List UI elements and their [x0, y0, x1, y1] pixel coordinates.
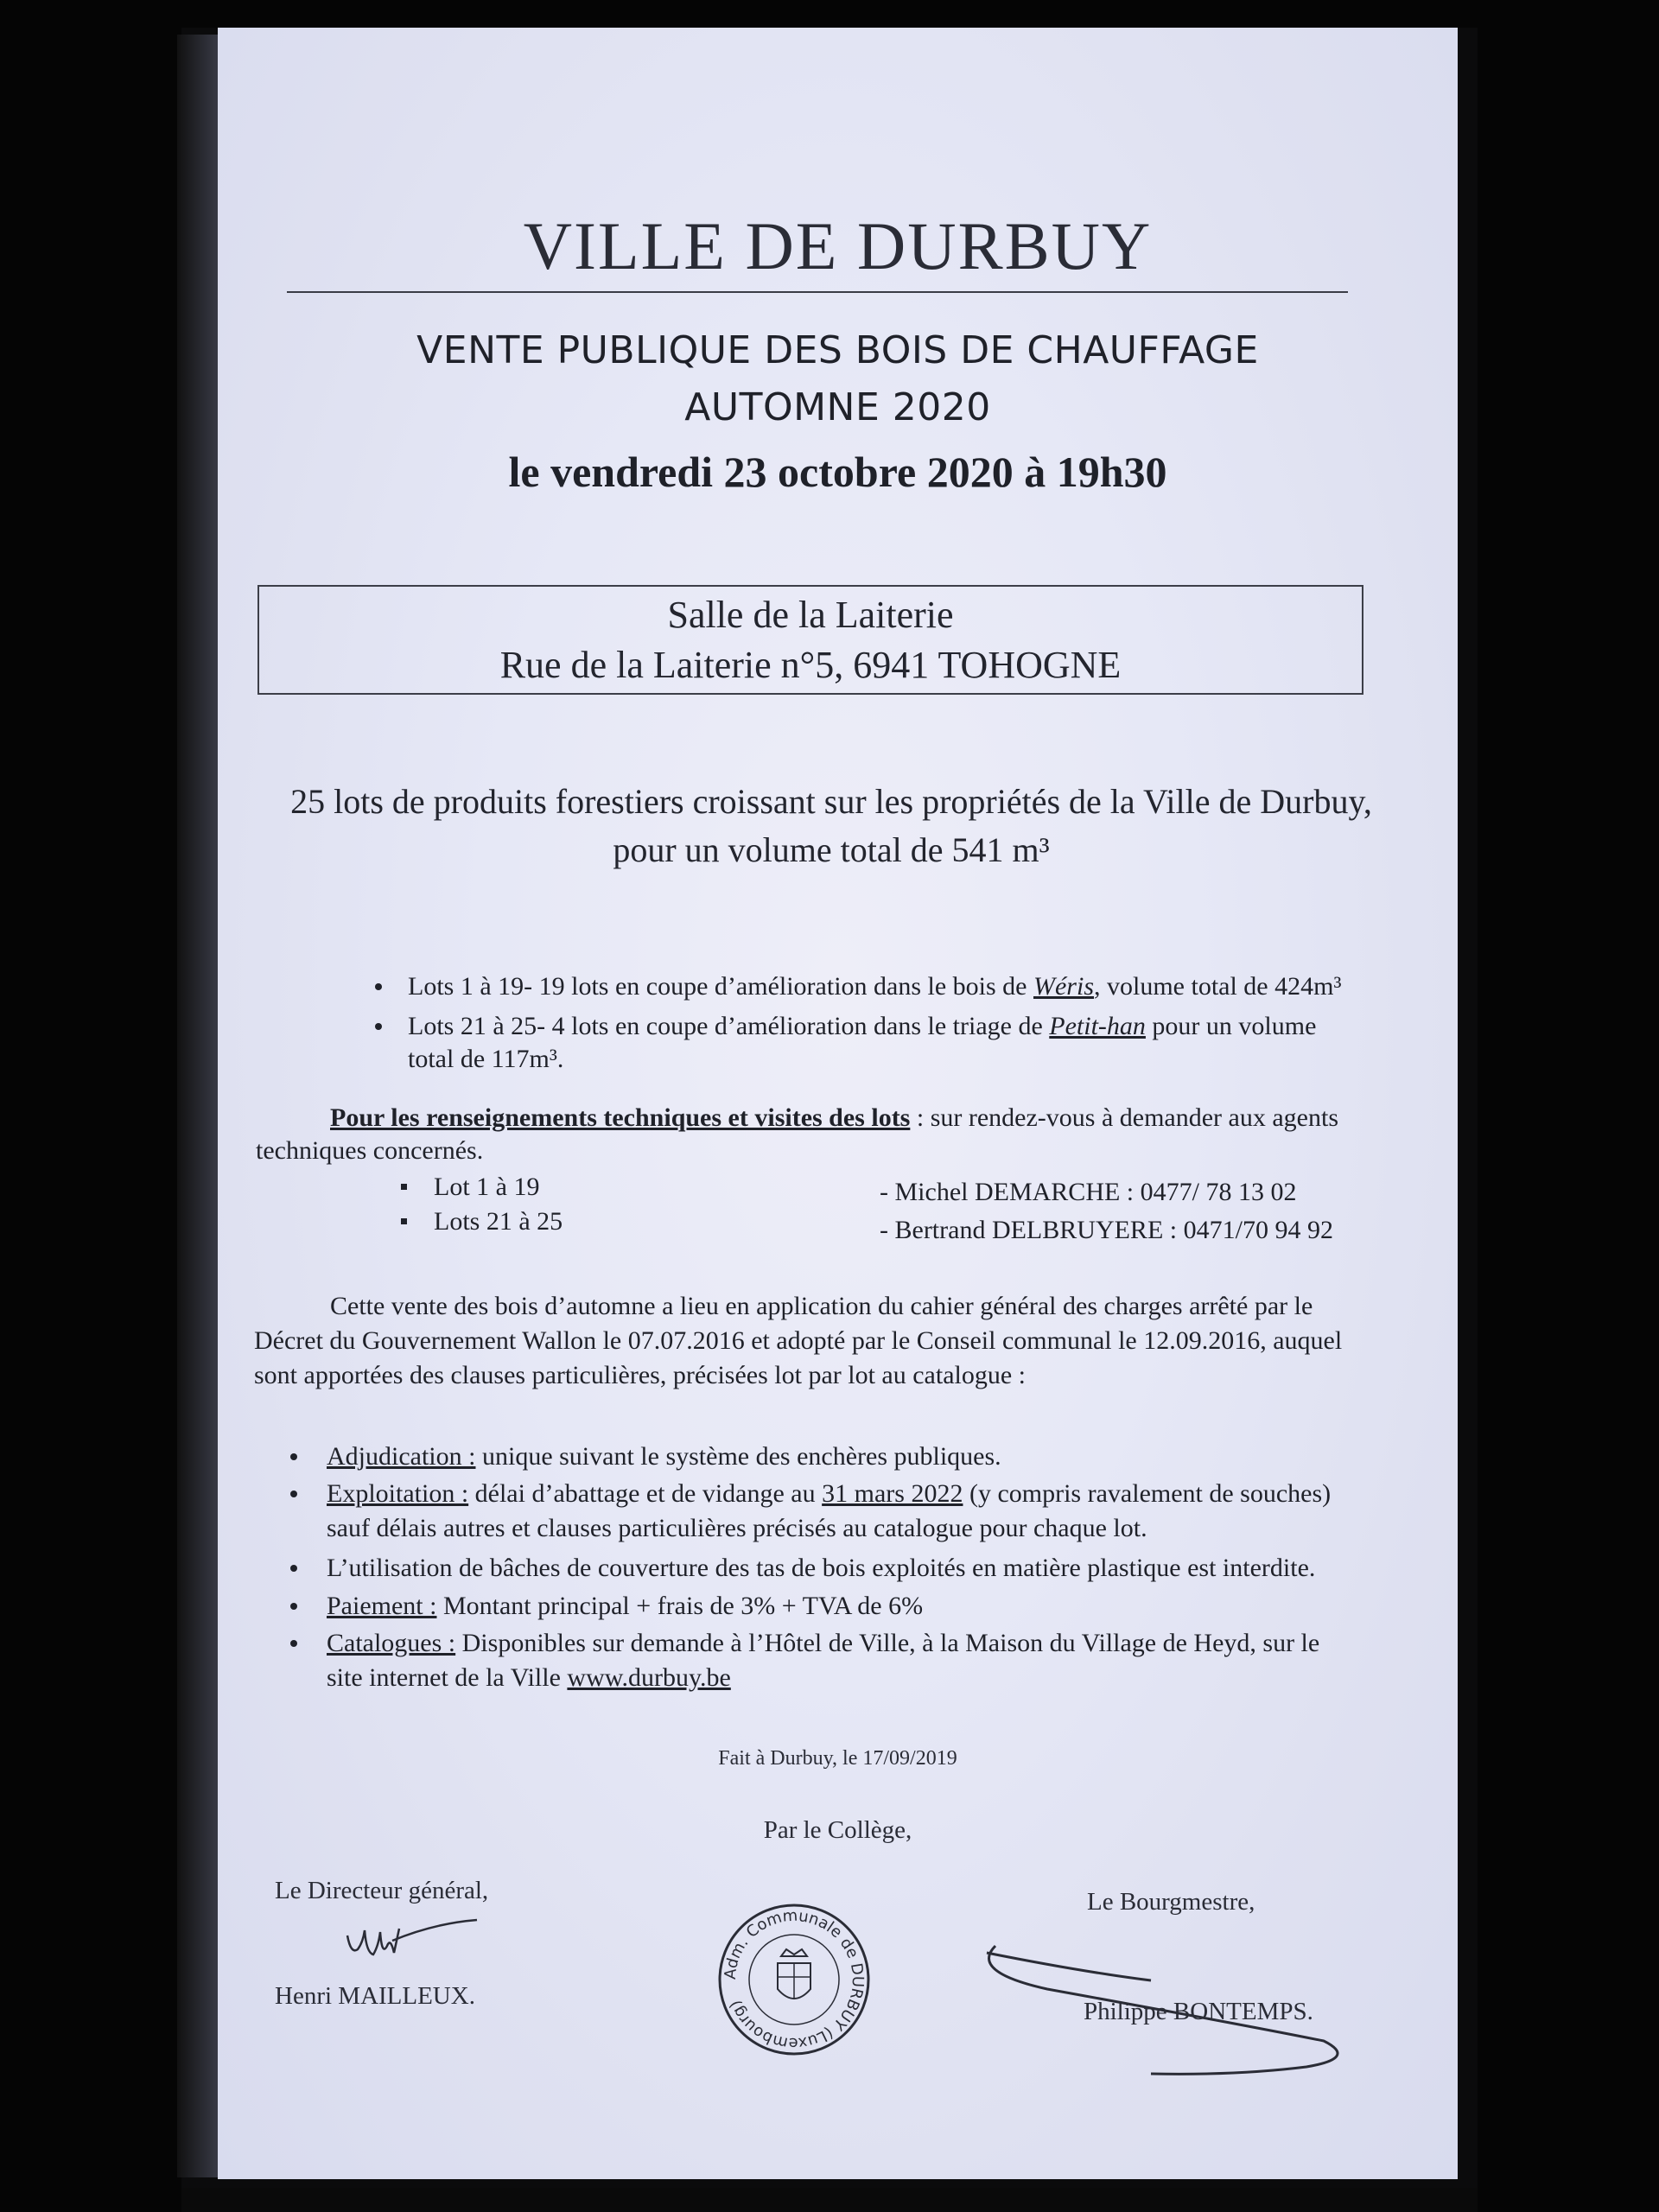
clause-paiement — [327, 1589, 923, 1624]
clause-text: Montant principal + frais de 3% + TVA de 6% — [436, 1592, 924, 1620]
clause-exploitation — [327, 1477, 1415, 1511]
clause-catalogues — [327, 1626, 1424, 1661]
clause-bullet — [290, 1491, 297, 1497]
conditions-paragraph-line-2: Décret du Gouvernement Wallon le 07.07.2016 et adopté par le Conseil communal le 12.09.2016, auquel — [254, 1326, 1343, 1355]
conditions-paragraph-line-3: sont apportées des clauses particulières, précisées lot par lot au catalogue : — [254, 1361, 1026, 1389]
clause-label: Exploitation : — [327, 1479, 469, 1508]
venue-name: Salle de la Laiterie — [667, 594, 954, 636]
clause-deadline: 31 mars 2022 — [822, 1479, 963, 1508]
director-name: Henri MAILLEUX. — [275, 1982, 475, 2010]
clause-bullet — [290, 1603, 297, 1610]
info-paragraph — [330, 1101, 1410, 1135]
taskbar — [181, 2188, 1478, 2212]
contact-bullet — [401, 1184, 407, 1190]
lot-item — [408, 1009, 1402, 1044]
contact-lots: Lot 1 à 19 — [434, 1173, 540, 1201]
sale-date: le vendredi 23 octobre 2020 à 19h30 — [508, 448, 1167, 496]
lot-text-post: , volume total de 424m³ — [1094, 972, 1342, 1001]
lot-place: Petit-han — [1049, 1012, 1146, 1040]
municipal-seal-icon — [717, 1903, 871, 2056]
contact-bullet — [401, 1218, 407, 1224]
contact-agent: - Bertrand DELBRUYERE : 0471/70 94 92 — [880, 1216, 1333, 1244]
clause-bullet — [290, 1565, 297, 1572]
clause-bache: L’utilisation de bâches de couverture des tas de bois exploités en matière plastique est interdite. — [327, 1554, 1316, 1582]
lot-text-pre: Lots 1 à 19- 19 lots en coupe d’amélioration dans le bois de — [408, 972, 1033, 1001]
lot-bullet — [375, 1023, 382, 1030]
clause-text: délai d’abattage et de vidange au — [468, 1479, 823, 1508]
info-rest: : sur rendez-vous à demander aux agents — [910, 1103, 1339, 1132]
sheet-edge-shadow — [177, 35, 220, 2177]
title-divider — [287, 291, 1348, 293]
director-title: Le Directeur général, — [275, 1877, 489, 1904]
contact-agent: - Michel DEMARCHE : 0477/ 78 13 02 — [880, 1178, 1297, 1206]
lead-text — [270, 778, 1393, 874]
lead-line-2: pour un volume total de 541 m³ — [613, 830, 1050, 869]
sale-heading: VENTE PUBLIQUE DES BOIS DE CHAUFFAGE — [416, 328, 1259, 372]
lot-text-pre: Lots 21 à 25- 4 lots en coupe d’amélioration dans le triage de — [408, 1012, 1050, 1040]
mayor-title: Le Bourgmestre, — [1087, 1888, 1255, 1916]
season-heading: AUTOMNE 2020 — [684, 385, 991, 429]
lot-item-continuation: total de 117m³. — [408, 1045, 564, 1073]
clause-text: unique suivant le système des enchères publiques. — [475, 1442, 1001, 1471]
contact-lots: Lots 21 à 25 — [434, 1207, 563, 1236]
clause-bullet — [290, 1640, 297, 1647]
page-title: VILLE DE DURBUY — [523, 208, 1153, 283]
clause-catalogues-continuation — [327, 1661, 731, 1695]
clause-label: Adjudication : — [327, 1442, 476, 1471]
venue-box — [257, 585, 1363, 695]
clause-label: Catalogues : — [327, 1629, 456, 1657]
clause-bullet — [290, 1453, 297, 1460]
info-continuation: techniques concernés. — [256, 1136, 484, 1165]
clause-exploitation-continuation: sauf délais autres et clauses particulières précisés au catalogue pour chaque lot. — [327, 1514, 1147, 1542]
seal-text: Adm. Communale de DURBUY (Luxembourg) — [721, 1906, 868, 2053]
lot-item — [408, 969, 1402, 1004]
clause-text: (y compris ravalement de souches) — [963, 1479, 1332, 1508]
website-link[interactable]: www.durbuy.be — [567, 1663, 731, 1692]
clause-adjudication — [327, 1440, 1001, 1474]
clause-text: Disponibles sur demande à l’Hôtel de Ville, à la Maison du Village de Heyd, sur le — [455, 1629, 1320, 1657]
notice-sheet — [218, 28, 1458, 2179]
director-signature-icon — [339, 1911, 494, 1972]
lot-text-post: pour un volume — [1145, 1012, 1317, 1040]
clause-text: site internet de la Ville — [327, 1663, 568, 1692]
lead-line-1: 25 lots de produits forestiers croissant sur les propriétés de la Ville de Durbuy, — [290, 782, 1372, 821]
conditions-paragraph-line-1: Cette vente des bois d’automne a lieu en application du cahier général des charges arrêté par le — [330, 1292, 1313, 1320]
mayor-name: Philippe BONTEMPS. — [1084, 1998, 1313, 2025]
lot-place: Wéris — [1033, 972, 1094, 1001]
clause-label: Paiement : — [327, 1592, 437, 1620]
info-heading: Pour les renseignements techniques et visites des lots — [330, 1103, 911, 1132]
lot-bullet — [375, 983, 382, 990]
issued-place-date: Fait à Durbuy, le 17/09/2019 — [718, 1747, 957, 1770]
by-college: Par le Collège, — [763, 1816, 912, 1844]
venue-address: Rue de la Laiterie n°5, 6941 TOHOGNE — [499, 644, 1122, 686]
